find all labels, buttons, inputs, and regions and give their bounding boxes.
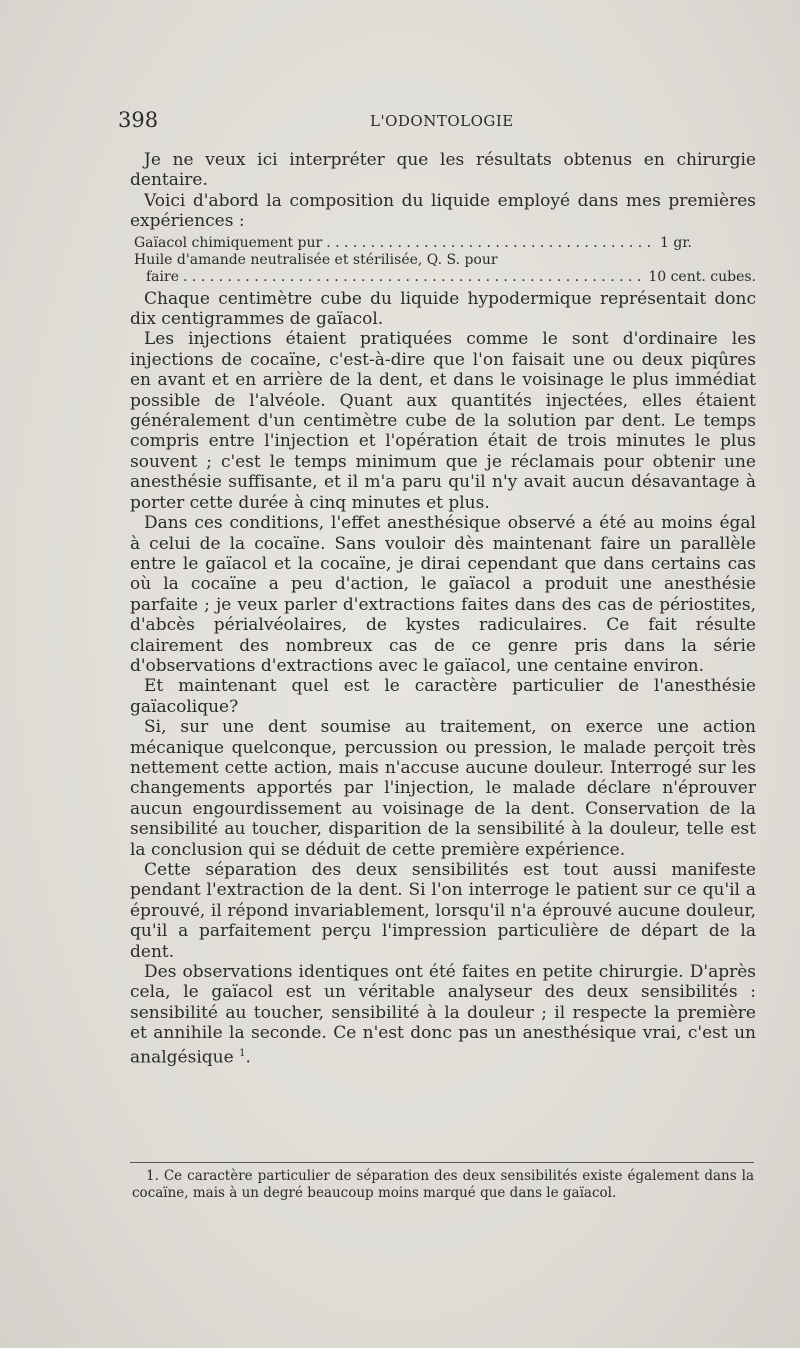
leader-dots bbox=[183, 269, 644, 286]
leader-dots bbox=[326, 235, 656, 252]
paragraph-5: Dans ces conditions, l'effet anesthésique observé a été au moins égal à celui de la cocaïne. Sans vouloir dès maintenant faire un parallèle entre le gaïacol et la cocaïne, je dirai cependant que dans certains cas où la cocaïne a peu d'action, le gaïacol a produit une anesthésie parfaite ; je veux parler d'extractions faites dans des cas de périostites, d'abcès périalvéolaires, de kystes radiculaires. Ce fait résulte clairement des nombreux cas de ce genre pris dans la série d'observations d'extractions avec le gaïacol, une centaine environ. bbox=[130, 513, 756, 676]
running-title: L'ODONTOLOGIE bbox=[370, 112, 514, 130]
paragraph-9-end: . bbox=[245, 1047, 251, 1068]
page-header bbox=[118, 108, 756, 138]
footnote-divider bbox=[130, 1162, 754, 1163]
recipe-item-oil-cont bbox=[134, 269, 756, 286]
recipe-item-quantity: 10 cent. cubes. bbox=[648, 268, 756, 285]
recipe-item-label-cont: faire bbox=[146, 268, 179, 285]
recipe-item-oil bbox=[134, 252, 756, 269]
recipe-item-quantity: 1 gr. bbox=[660, 234, 692, 251]
paragraph-3: Chaque centimètre cube du liquide hypodermique représentait donc dix centigrammes de gaïacol. bbox=[130, 288, 756, 330]
paragraph-6: Et maintenant quel est le caractère particulier de l'anesthésie gaïacolique? bbox=[130, 676, 756, 717]
paragraph-8: Cette séparation des deux sensibilités est tout aussi manifeste pendant l'extraction de la dent. Si l'on interroge le patient sur ce qu'il a éprouvé, il répond invariablement, lorsqu'il n'a éprouvé aucune douleur, qu'il a parfaitement perçu l'impression particulière de départ de la dent. bbox=[130, 860, 756, 962]
footnote: 1. Ce caractère particulier de séparation des deux sensibilités existe également dans la cocaïne, mais à un degré beaucoup moins marqué que dans le gaïacol. bbox=[132, 1168, 754, 1201]
recipe-item-label: Huile d'amande neutralisée et stérilisée, Q. S. pour bbox=[134, 251, 498, 268]
body-text bbox=[130, 150, 756, 1068]
recipe-item-guaiacol bbox=[134, 235, 756, 252]
paragraph-4: Les injections étaient pratiquées comme le sont d'ordinaire les injections de cocaïne, c'est-à-dire que l'on faisait une ou deux piqûres en avant et en arrière de la dent, et dans le voisinage le plus immédiat possible de l'alvéole. Quant aux quantités injectées, elles étaient généralement d'un centimètre cube de la solution par dent. Le temps compris entre l'injection et l'opération était de trois minutes le plus souvent ; c'est le temps minimum que je réclamais pour obtenir une anesthésie suffisante, et il m'a paru qu'il n'y avait aucun désavantage à porter cette durée à cinq minutes et plus. bbox=[130, 329, 756, 513]
paragraph-2: Voici d'abord la composition du liquide employé dans mes premières expériences : bbox=[130, 190, 756, 232]
paragraph-7: Si, sur une dent soumise au traitement, on exerce une action mécanique quelconque, percussion ou pression, le malade perçoit très nettement cette action, mais n'accuse aucune douleur. Interrogé sur les changements apportés par l'injection, le malade déclare n'éprouver aucun engourdissement au voisinage de la dent. Conservation de la sensibilité au toucher, disparition de la sensibilité à la douleur, telle est la conclusion qui se déduit de cette première expérience. bbox=[130, 717, 756, 860]
page-number: 398 bbox=[118, 108, 159, 132]
paragraph-9 bbox=[130, 962, 756, 1068]
footnote-reference: 1 bbox=[239, 1047, 246, 1059]
paragraph-1: Je ne veux ici interpréter que les résultats obtenus en chirurgie dentaire. bbox=[130, 150, 756, 191]
recipe-item-label: Gaïacol chimiquement pur bbox=[134, 234, 323, 251]
paragraph-9-text: Des observations identiques ont été faites en petite chirurgie. D'après cela, le gaïacol est un véritable analyseur des deux sensibilités : sensibilité au toucher, sensibilité à la douleur ; il respecte la première et annihile la seconde. Ce n'est donc pas un anesthésique vrai, c'est un analgésique bbox=[130, 962, 756, 1068]
recipe-list bbox=[134, 235, 756, 286]
